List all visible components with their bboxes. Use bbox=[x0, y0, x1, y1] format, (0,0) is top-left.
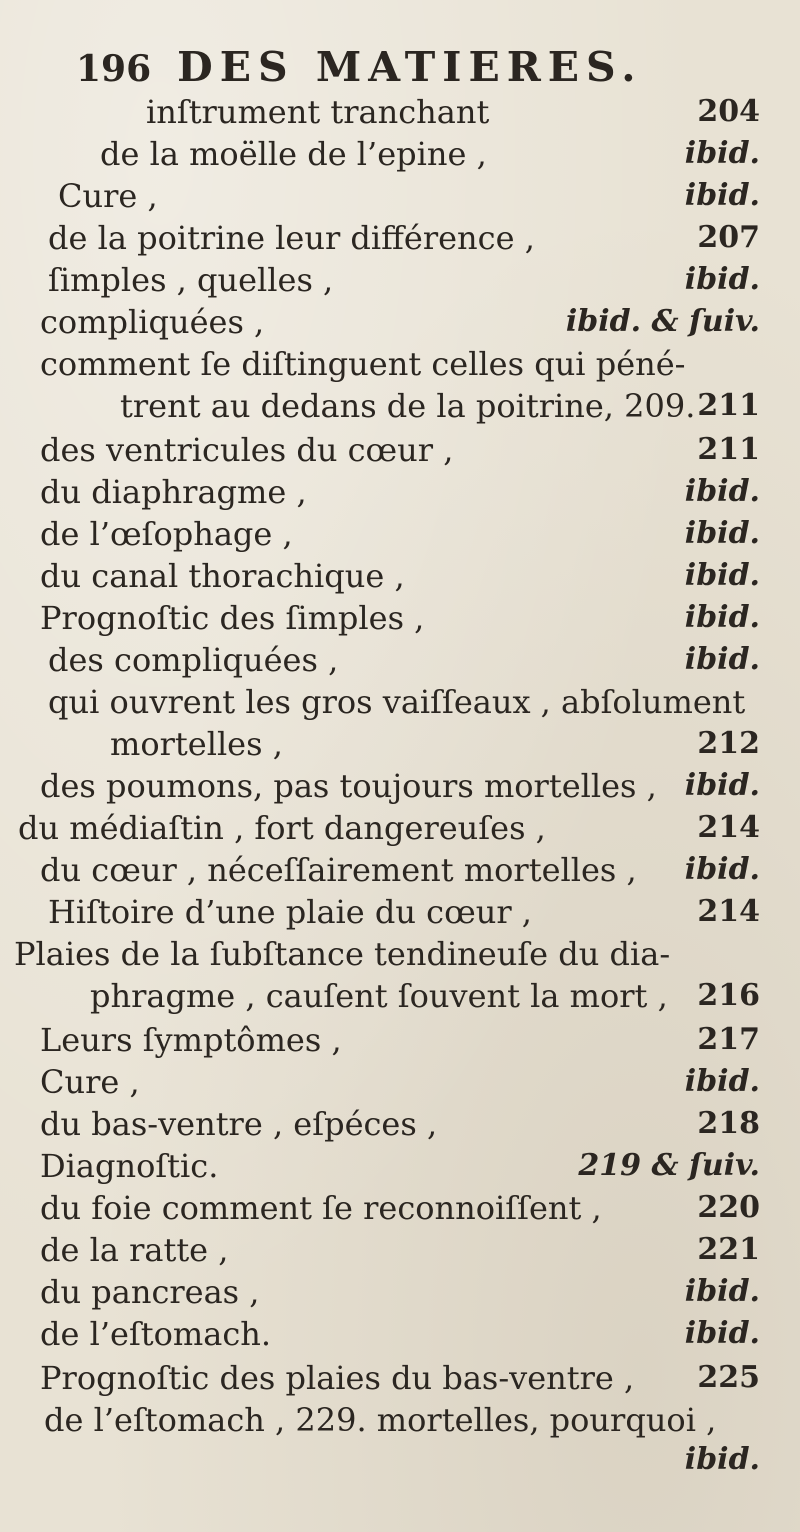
index-entry bbox=[0, 808, 800, 848]
entry-text: du pancreas , bbox=[40, 1273, 260, 1311]
index-entry bbox=[0, 1104, 800, 1144]
entry-text: comment ſe diſtinguent celles qui péné- bbox=[40, 345, 686, 383]
index-entry bbox=[0, 260, 800, 300]
entry-text: Prognoſtic des ſimples , bbox=[40, 599, 425, 637]
entry-reference: 214 bbox=[697, 894, 760, 929]
entry-text: Hiſtoire d’une plaie du cœur , bbox=[48, 893, 532, 931]
entry-text: de la ratte , bbox=[40, 1231, 229, 1269]
entry-text: du bas-ventre , eſpéces , bbox=[40, 1105, 438, 1143]
index-entry bbox=[0, 386, 800, 426]
entry-reference: 220 bbox=[697, 1190, 760, 1225]
entry-reference: ibid. & ſuiv. bbox=[565, 304, 760, 339]
entry-text: du médiaſtin , fort dangereuſes , bbox=[18, 809, 546, 847]
entry-text: du diaphragme , bbox=[40, 473, 307, 511]
entry-text: Leurs ſymptômes , bbox=[40, 1021, 342, 1059]
index-entry bbox=[0, 514, 800, 554]
index-entry bbox=[0, 1400, 800, 1440]
entry-reference: 211 bbox=[697, 388, 760, 423]
entry-reference: ibid. bbox=[684, 178, 760, 213]
entry-reference: ibid. bbox=[684, 852, 760, 887]
entry-reference: ibid. bbox=[684, 1316, 760, 1351]
entry-reference: 225 bbox=[697, 1360, 760, 1395]
index-entry bbox=[0, 682, 800, 722]
entry-text: des ventricules du cœur , bbox=[40, 431, 454, 469]
index-entry bbox=[0, 218, 800, 258]
entry-text: Plaies de la ſubſtance tendineuſe du dia- bbox=[14, 935, 671, 973]
index-entry bbox=[0, 766, 800, 806]
index-entry bbox=[0, 598, 800, 638]
page-number: 196 bbox=[76, 48, 152, 90]
entry-reference: 211 bbox=[697, 432, 760, 467]
entry-text: de l’eſtomach , 229. mortelles, pourquoi , bbox=[44, 1401, 717, 1439]
entry-text: mortelles , bbox=[110, 725, 283, 763]
index-entry bbox=[0, 934, 800, 974]
entry-reference: 212 bbox=[697, 726, 760, 761]
entry-reference: ibid. bbox=[684, 136, 760, 171]
index-entry bbox=[0, 1230, 800, 1270]
index-entry bbox=[0, 850, 800, 890]
index-entry bbox=[0, 430, 800, 470]
entry-text: de l’œſophage , bbox=[40, 515, 293, 553]
index-entry bbox=[0, 472, 800, 512]
entry-text: de l’eſtomach. bbox=[40, 1315, 272, 1353]
entry-reference: 214 bbox=[697, 810, 760, 845]
entry-text: de la poitrine leur différence , bbox=[48, 219, 535, 257]
entry-reference: ibid. bbox=[684, 474, 760, 509]
index-entry bbox=[0, 92, 800, 132]
entry-reference: 221 bbox=[697, 1232, 760, 1267]
index-entry bbox=[0, 1020, 800, 1060]
entry-text: Cure , bbox=[58, 177, 158, 215]
entry-reference: 216 bbox=[697, 978, 760, 1013]
entry-reference: ibid. bbox=[684, 262, 760, 297]
entry-text: Prognoſtic des plaies du bas-ventre , bbox=[40, 1359, 635, 1397]
entry-text: du foie comment ſe reconnoiſſent , bbox=[40, 1189, 602, 1227]
entry-text: du cœur , néceſſairement mortelles , bbox=[40, 851, 637, 889]
index-entry bbox=[0, 556, 800, 596]
index-entry bbox=[0, 1358, 800, 1398]
entry-text: trent au dedans de la poitrine, 209. bbox=[120, 387, 696, 425]
index-entry bbox=[0, 640, 800, 680]
entry-reference: 204 bbox=[697, 94, 760, 129]
entry-reference: 217 bbox=[697, 1022, 760, 1057]
entry-text: Diagnoſtic. bbox=[40, 1147, 219, 1185]
entry-reference: ibid. bbox=[684, 642, 760, 677]
index-entry bbox=[0, 1272, 800, 1312]
entry-text: ſimples , quelles , bbox=[48, 261, 334, 299]
running-title: DES MATIERES. bbox=[177, 43, 643, 91]
index-entry bbox=[0, 724, 800, 764]
entry-text: des compliquées , bbox=[48, 641, 339, 679]
index-entry bbox=[0, 1146, 800, 1186]
entry-reference: ibid. bbox=[684, 768, 760, 803]
entry-reference: ibid. bbox=[684, 1064, 760, 1099]
index-entry bbox=[0, 1062, 800, 1102]
index-entry bbox=[0, 892, 800, 932]
entry-reference: 207 bbox=[697, 220, 760, 255]
entry-reference: 218 bbox=[697, 1106, 760, 1141]
page-header bbox=[76, 42, 696, 92]
index-entry bbox=[0, 1314, 800, 1354]
entry-text: qui ouvrent les gros vaiſſeaux , abſolument bbox=[48, 683, 746, 721]
entry-text: des poumons, pas toujours mortelles , bbox=[40, 767, 657, 805]
index-entry bbox=[0, 1440, 800, 1480]
entry-text: phragme , cauſent ſouvent la mort , bbox=[90, 977, 668, 1015]
entry-text: de la moëlle de l’epine , bbox=[100, 135, 487, 173]
entry-text: inſtrument tranchant bbox=[146, 93, 490, 131]
entry-reference: ibid. bbox=[684, 558, 760, 593]
entry-reference: ibid. bbox=[684, 516, 760, 551]
entry-reference: ibid. bbox=[684, 1442, 760, 1477]
entry-reference: ibid. bbox=[684, 600, 760, 635]
index-entry bbox=[0, 1188, 800, 1228]
entry-reference: ibid. bbox=[684, 1274, 760, 1309]
index-entry bbox=[0, 176, 800, 216]
entry-text: Cure , bbox=[40, 1063, 140, 1101]
index-entry bbox=[0, 302, 800, 342]
index-entry bbox=[0, 976, 800, 1016]
entry-text: du canal thorachique , bbox=[40, 557, 405, 595]
entry-reference: 219 & ſuiv. bbox=[578, 1148, 760, 1183]
index-entry bbox=[0, 344, 800, 384]
entry-text: compliquées , bbox=[40, 303, 265, 341]
index-entry bbox=[0, 134, 800, 174]
